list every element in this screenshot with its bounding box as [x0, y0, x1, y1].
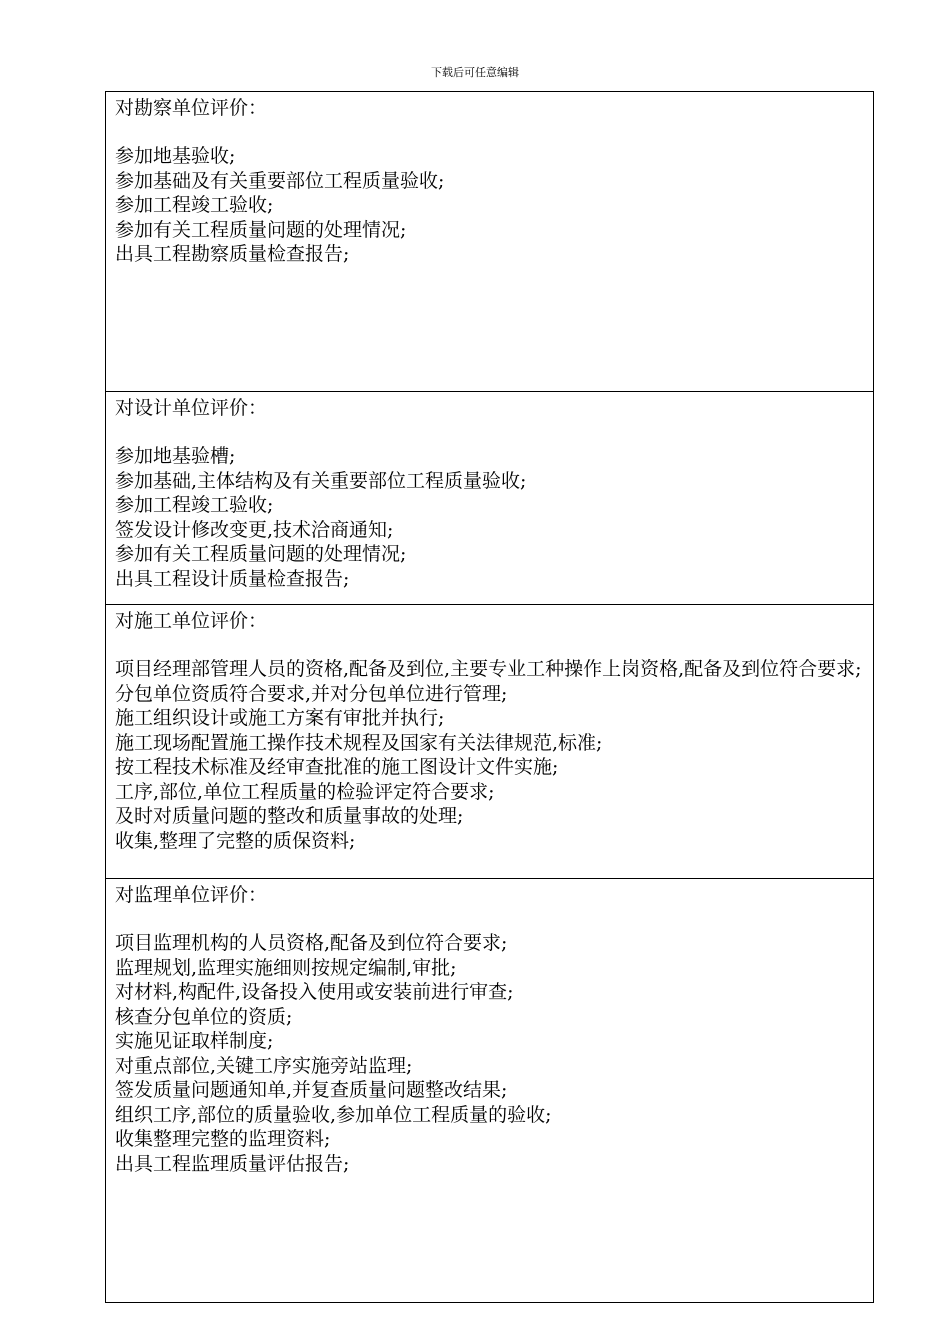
- evaluation-item: 出具工程监理质量评估报告;: [115, 1152, 350, 1175]
- evaluation-item: 参加基础及有关重要部位工程质量验收;: [115, 169, 445, 192]
- evaluation-item: 核查分包单位的资质;: [115, 1005, 293, 1028]
- evaluation-item: 参加地基验槽;: [115, 445, 236, 467]
- evaluation-item: 对重点部位,关键工序实施旁站监理;: [115, 1054, 413, 1077]
- section-title: 对施工单位评价：: [115, 610, 268, 632]
- evaluation-table: [105, 91, 874, 1303]
- evaluation-item: 收集整理完整的监理资料;: [115, 1128, 331, 1150]
- evaluation-item: 收集,整理了完整的质保资料;: [115, 829, 356, 852]
- header-note: 下载后可任意编辑: [431, 66, 519, 79]
- evaluation-item: 参加有关工程质量问题的处理情况;: [115, 543, 407, 565]
- evaluation-item: 项目经理部管理人员的资格,配备及到位,主要专业工种操作上岗资格,配备及到位符合要求;: [115, 658, 862, 680]
- evaluation-item-list: [115, 444, 873, 591]
- evaluation-item: 项目监理机构的人员资格,配备及到位符合要求;: [115, 932, 508, 954]
- evaluation-item: 参加工程竣工验收;: [115, 494, 274, 516]
- section-title: 对监理单位评价：: [115, 884, 268, 906]
- construction-unit-evaluation-section: [106, 604, 873, 878]
- evaluation-item: 组织工序,部位的质量验收,参加单位工程质量的验收;: [115, 1103, 552, 1126]
- evaluation-item: 施工现场配置施工操作技术规程及国家有关法律规范,标准;: [115, 731, 603, 754]
- evaluation-item-list: [115, 144, 873, 267]
- evaluation-item: 实施见证取样制度;: [115, 1030, 274, 1052]
- evaluation-item: 签发质量问题通知单,并复查质量问题整改结果;: [115, 1079, 508, 1101]
- evaluation-item-list: [115, 931, 873, 1176]
- evaluation-item: 签发设计修改变更,技术洽商通知;: [115, 518, 394, 541]
- evaluation-item: 及时对质量问题的整改和质量事故的处理;: [115, 805, 464, 827]
- evaluation-item: 监理规划,监理实施细则按规定编制,审批;: [115, 956, 457, 979]
- evaluation-item: 工序,部位,单位工程质量的检验评定符合要求;: [115, 780, 495, 803]
- evaluation-item: 出具工程勘察质量检查报告;: [115, 243, 350, 265]
- evaluation-item: 对材料,构配件,设备投入使用或安装前进行审查;: [115, 981, 514, 1003]
- evaluation-item: 参加有关工程质量问题的处理情况;: [115, 218, 407, 241]
- evaluation-item: 出具工程设计质量检查报告;: [115, 567, 350, 590]
- section-title: 对设计单位评价：: [115, 397, 268, 419]
- section-title: 对勘察单位评价：: [115, 97, 268, 119]
- evaluation-item-list: [115, 657, 873, 853]
- design-unit-evaluation-section: [106, 391, 873, 604]
- evaluation-item: 分包单位资质符合要求,并对分包单位进行管理;: [115, 682, 508, 705]
- survey-unit-evaluation-section: [106, 92, 873, 391]
- evaluation-item: 参加基础,主体结构及有关重要部位工程质量验收;: [115, 469, 527, 492]
- evaluation-item: 参加地基验收;: [115, 145, 236, 167]
- evaluation-item: 施工组织设计或施工方案有审批并执行;: [115, 707, 445, 729]
- evaluation-item: 参加工程竣工验收;: [115, 194, 274, 216]
- supervision-unit-evaluation-section: [106, 878, 873, 1302]
- evaluation-item: 按工程技术标准及经审查批准的施工图设计文件实施;: [115, 756, 559, 778]
